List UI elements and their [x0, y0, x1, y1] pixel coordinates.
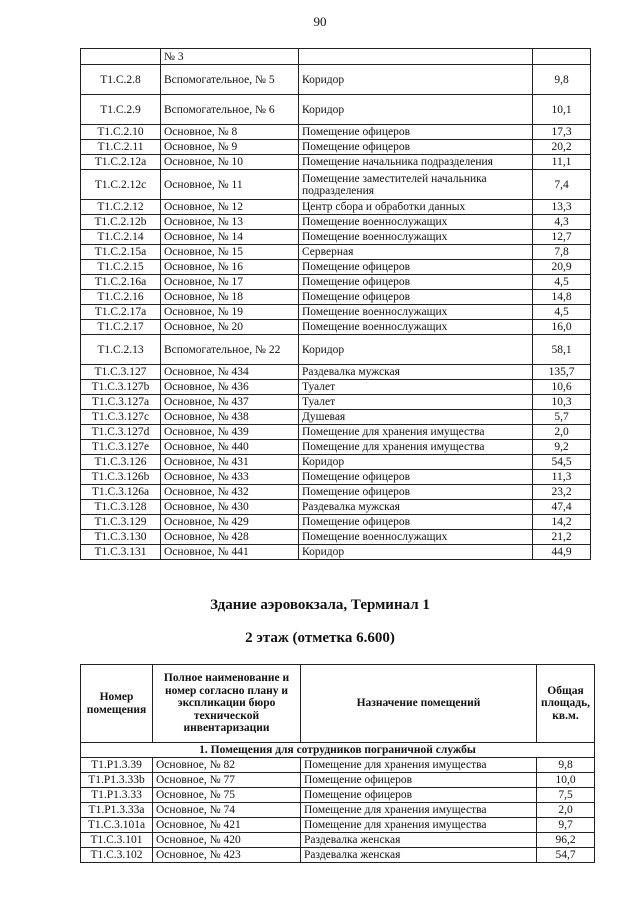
room-name: Основное, № 429 [161, 515, 299, 530]
room-number: Т1.С.3.127 [81, 365, 161, 380]
section-title: 1. Помещения для сотрудников пограничной службы [81, 743, 595, 758]
room-purpose: Коридор [299, 95, 533, 125]
room-number: Т1.Р1.3.33b [81, 773, 153, 788]
room-area: 7,5 [537, 788, 595, 803]
room-purpose: Раздевалка женская [301, 848, 537, 863]
table-row [81, 65, 591, 95]
room-number: Т1.С.3.129 [81, 515, 161, 530]
table-row [81, 365, 591, 380]
table-row [81, 500, 591, 515]
room-purpose: Помещение начальника подразделения [299, 155, 533, 170]
room-area: 23,2 [533, 485, 591, 500]
table-row [81, 440, 591, 455]
room-number: Т1.С.3.131 [81, 545, 161, 560]
table-row [81, 290, 591, 305]
room-purpose: Помещение офицеров [299, 290, 533, 305]
header-area: Общая площадь, кв.м. [537, 665, 595, 743]
room-name: Основное, № 438 [161, 410, 299, 425]
room-purpose: Раздевалка женская [301, 833, 537, 848]
room-area: 47,4 [533, 500, 591, 515]
room-area: 11,1 [533, 155, 591, 170]
room-name: Основное, № 436 [161, 380, 299, 395]
room-number: Т1.С.3.126b [81, 470, 161, 485]
room-name: Основное, № 12 [161, 200, 299, 215]
room-area: 10,1 [533, 95, 591, 125]
table-row [81, 470, 591, 485]
room-purpose: Коридор [299, 545, 533, 560]
table-row [81, 320, 591, 335]
room-purpose: Помещение заместителей начальника подразделения [299, 170, 533, 200]
room-area: 9,8 [537, 758, 595, 773]
room-purpose: Помещение военнослужащих [299, 215, 533, 230]
room-name: Основное, № 431 [161, 455, 299, 470]
room-name: Вспомогательное, № 5 [161, 65, 299, 95]
room-area: 5,7 [533, 410, 591, 425]
room-name: Основное, № 10 [161, 155, 299, 170]
room-number: Т1.С.2.13 [81, 335, 161, 365]
rooms-table-floor-2 [80, 664, 595, 863]
room-number: Т1.С.3.101 [81, 833, 153, 848]
room-purpose: Помещение офицеров [301, 788, 537, 803]
room-name: Основное, № 423 [153, 848, 301, 863]
room-area: 14,2 [533, 515, 591, 530]
room-area: 16,0 [533, 320, 591, 335]
room-name: Вспомогательное, № 22 [161, 335, 299, 365]
room-area: 12,7 [533, 230, 591, 245]
room-number: Т1.С.2.8 [81, 65, 161, 95]
room-purpose: Центр сбора и обработки данных [299, 200, 533, 215]
room-name: Основное, № 432 [161, 485, 299, 500]
room-purpose: Помещение для хранения имущества [299, 425, 533, 440]
room-area: 20,9 [533, 260, 591, 275]
rooms-table-floor-1-body [81, 49, 591, 560]
room-name: Основное, № 18 [161, 290, 299, 305]
room-name: Основное, № 16 [161, 260, 299, 275]
room-name: Основное, № 13 [161, 215, 299, 230]
room-area: 2,0 [537, 803, 595, 818]
room-purpose: Душевая [299, 410, 533, 425]
room-number: Т1.Р1.3.33 [81, 788, 153, 803]
room-name: Основное, № 74 [153, 803, 301, 818]
room-area: 2,0 [533, 425, 591, 440]
room-number: Т1.С.3.130 [81, 530, 161, 545]
room-name: Основное, № 19 [161, 305, 299, 320]
room-name: Основное, № 434 [161, 365, 299, 380]
table-row [81, 485, 591, 500]
room-area: 9,7 [537, 818, 595, 833]
room-number: Т1.С.3.127а [81, 395, 161, 410]
table-row [81, 425, 591, 440]
table-row [81, 848, 595, 863]
room-name: Основное, № 428 [161, 530, 299, 545]
room-purpose: Коридор [299, 65, 533, 95]
room-area: 10,6 [533, 380, 591, 395]
room-area: 7,4 [533, 170, 591, 200]
room-name: Основное, № 420 [153, 833, 301, 848]
room-purpose: Помещение офицеров [299, 125, 533, 140]
room-area: 9,8 [533, 65, 591, 95]
room-number: Т1.С.2.12а [81, 155, 161, 170]
table-row [81, 230, 591, 245]
room-purpose: Раздевалка мужская [299, 500, 533, 515]
room-purpose: Помещение офицеров [299, 140, 533, 155]
room-name: Основное, № 11 [161, 170, 299, 200]
section-row [81, 743, 595, 758]
room-purpose: Помещение военнослужащих [299, 230, 533, 245]
table-row [81, 95, 591, 125]
room-name: Основное, № 441 [161, 545, 299, 560]
room-area: 135,7 [533, 365, 591, 380]
room-area: 14,8 [533, 290, 591, 305]
table-row [81, 545, 591, 560]
room-area: 4,5 [533, 275, 591, 290]
room-name: Основное, № 75 [153, 788, 301, 803]
room-area: 96,2 [537, 833, 595, 848]
room-purpose: Помещение военнослужащих [299, 305, 533, 320]
table-row [81, 305, 591, 320]
room-purpose: Помещение офицеров [299, 260, 533, 275]
room-name: Вспомогательное, № 6 [161, 95, 299, 125]
floor-heading: 2 этаж (отметка 6.600) [245, 630, 395, 646]
room-number: Т1.С.2.17а [81, 305, 161, 320]
table-row [81, 803, 595, 818]
room-name: Основное, № 14 [161, 230, 299, 245]
room-area: 4,3 [533, 215, 591, 230]
header-room-number: Номер помещения [81, 665, 153, 743]
room-name: № 3 [161, 49, 299, 65]
room-number: Т1.С.2.12 [81, 200, 161, 215]
table-row [81, 275, 591, 290]
table-row [81, 818, 595, 833]
room-purpose: Коридор [299, 455, 533, 470]
room-purpose: Помещение для хранения имущества [301, 818, 537, 833]
room-number: Т1.С.2.9 [81, 95, 161, 125]
rooms-table-floor-1 [80, 48, 591, 560]
table-row [81, 260, 591, 275]
room-area: 54,5 [533, 455, 591, 470]
table-row [81, 515, 591, 530]
table-row [81, 49, 591, 65]
room-area: 9,2 [533, 440, 591, 455]
room-number: Т1.С.3.127d [81, 425, 161, 440]
room-purpose: Помещение офицеров [299, 515, 533, 530]
table-row [81, 773, 595, 788]
room-name: Основное, № 9 [161, 140, 299, 155]
room-number: Т1.С.2.12с [81, 170, 161, 200]
room-name: Основное, № 433 [161, 470, 299, 485]
room-area: 11,3 [533, 470, 591, 485]
room-number: Т1.С.2.16 [81, 290, 161, 305]
page-number: 90 [313, 14, 327, 29]
room-purpose: Помещение военнослужащих [299, 320, 533, 335]
room-number: Т1.С.2.15а [81, 245, 161, 260]
room-name: Основное, № 439 [161, 425, 299, 440]
table-row [81, 410, 591, 425]
room-purpose: Помещение военнослужащих [299, 530, 533, 545]
room-number [81, 49, 161, 65]
table-row [81, 170, 591, 200]
room-name: Основное, № 20 [161, 320, 299, 335]
room-name: Основное, № 440 [161, 440, 299, 455]
room-area: 10,3 [533, 395, 591, 410]
table-row [81, 530, 591, 545]
room-area: 17,3 [533, 125, 591, 140]
room-purpose: Раздевалка мужская [299, 365, 533, 380]
room-number: Т1.Р1.3.39 [81, 758, 153, 773]
building-heading: Здание аэровокзала, Терминал 1 [210, 597, 430, 613]
room-area: 13,3 [533, 200, 591, 215]
room-purpose: Помещение офицеров [299, 275, 533, 290]
table-row [81, 125, 591, 140]
room-name: Основное, № 82 [153, 758, 301, 773]
table-row [81, 788, 595, 803]
header-full-name: Полное наименование и номер согласно плану и экспликации бюро технической инвентаризации [153, 665, 301, 743]
room-purpose: Помещение для хранения имущества [299, 440, 533, 455]
table-row [81, 245, 591, 260]
room-purpose: Помещение для хранения имущества [301, 758, 537, 773]
room-number: Т1.С.3.126а [81, 485, 161, 500]
room-number: Т1.С.2.14 [81, 230, 161, 245]
room-purpose: Помещение офицеров [299, 470, 533, 485]
rooms-table-floor-2-body [81, 758, 595, 863]
room-purpose: Помещение офицеров [301, 773, 537, 788]
room-area [533, 49, 591, 65]
room-number: Т1.С.2.16а [81, 275, 161, 290]
table-row [81, 155, 591, 170]
room-area: 7,8 [533, 245, 591, 260]
room-area: 4,5 [533, 305, 591, 320]
room-purpose: Туалет [299, 395, 533, 410]
room-purpose: Серверная [299, 245, 533, 260]
room-number: Т1.С.3.127b [81, 380, 161, 395]
room-purpose: Коридор [299, 335, 533, 365]
table-row [81, 380, 591, 395]
room-number: Т1.С.3.127е [81, 440, 161, 455]
room-number: Т1.С.3.128 [81, 500, 161, 515]
table-row [81, 758, 595, 773]
table-row [81, 455, 591, 470]
room-name: Основное, № 437 [161, 395, 299, 410]
table-row [81, 395, 591, 410]
table-row [81, 335, 591, 365]
room-number: Т1.С.3.127с [81, 410, 161, 425]
room-number: Т1.С.2.11 [81, 140, 161, 155]
room-name: Основное, № 430 [161, 500, 299, 515]
table-row [81, 140, 591, 155]
table-row [81, 833, 595, 848]
room-purpose: Помещение офицеров [299, 485, 533, 500]
room-number: Т1.С.3.126 [81, 455, 161, 470]
room-name: Основное, № 421 [153, 818, 301, 833]
room-number: Т1.С.2.10 [81, 125, 161, 140]
room-name: Основное, № 8 [161, 125, 299, 140]
room-area: 54,7 [537, 848, 595, 863]
room-name: Основное, № 17 [161, 275, 299, 290]
room-area: 58,1 [533, 335, 591, 365]
room-purpose: Помещение для хранения имущества [301, 803, 537, 818]
room-area: 21,2 [533, 530, 591, 545]
room-number: Т1.С.2.15 [81, 260, 161, 275]
room-area: 44,9 [533, 545, 591, 560]
room-area: 20,2 [533, 140, 591, 155]
room-number: Т1.Р1.3.33а [81, 803, 153, 818]
header-purpose: Назначение помещений [301, 665, 537, 743]
table-header-row [81, 665, 595, 743]
table-row [81, 200, 591, 215]
room-name: Основное, № 15 [161, 245, 299, 260]
room-number: Т1.С.2.12b [81, 215, 161, 230]
room-area: 10,0 [537, 773, 595, 788]
room-number: Т1.С.3.102 [81, 848, 153, 863]
room-number: Т1.С.3.101а [81, 818, 153, 833]
room-name: Основное, № 77 [153, 773, 301, 788]
room-purpose [299, 49, 533, 65]
room-number: Т1.С.2.17 [81, 320, 161, 335]
table-row [81, 215, 591, 230]
room-purpose: Туалет [299, 380, 533, 395]
